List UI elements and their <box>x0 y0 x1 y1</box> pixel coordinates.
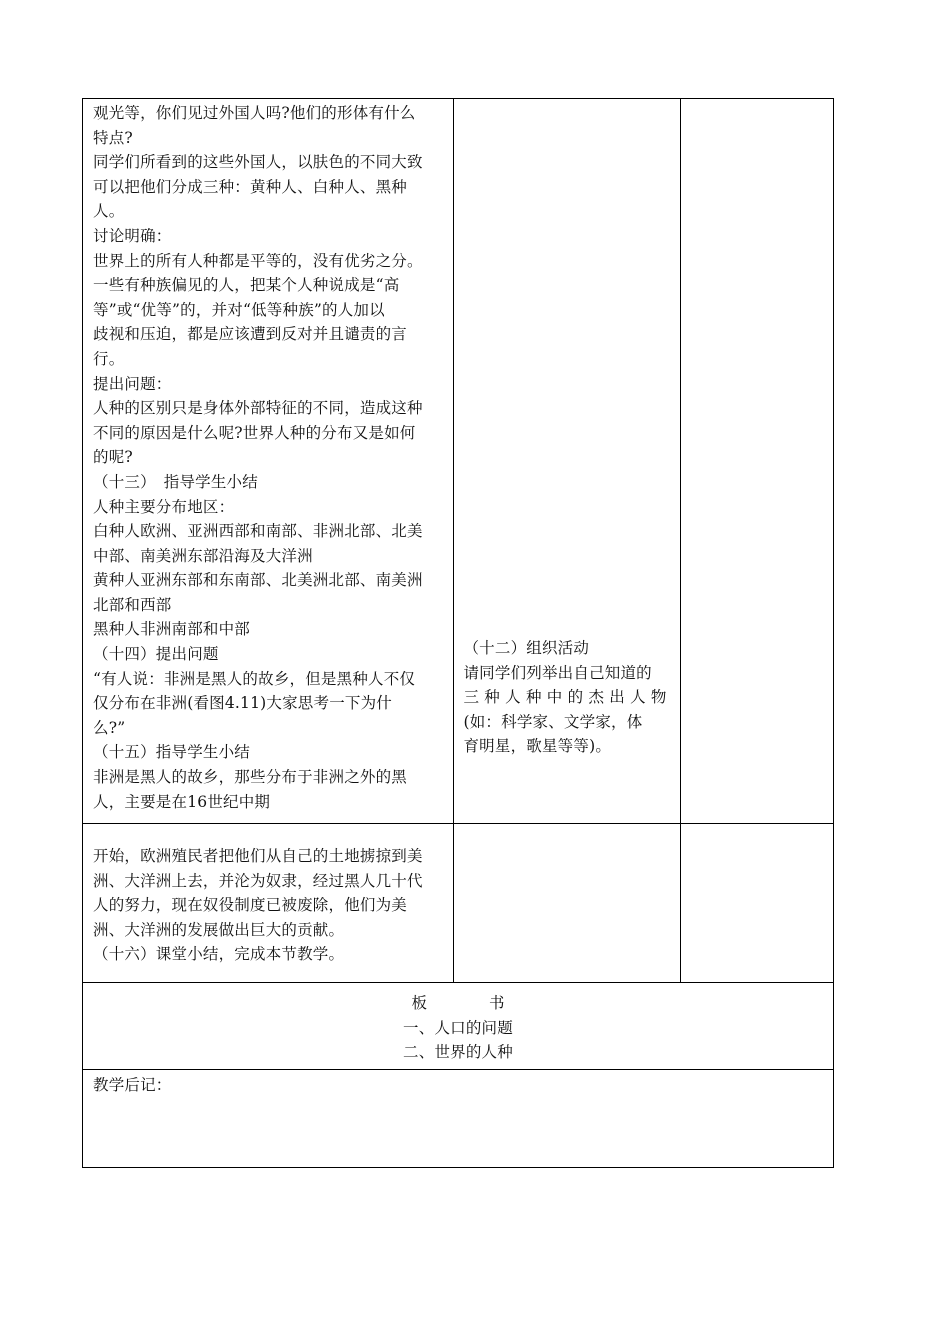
table-row <box>83 1070 834 1168</box>
text-line: 一些有种族偏见的人，把某个人种说成是“高 <box>93 276 400 295</box>
text-line: 洲、大洋洲上去，并沦为奴隶，经过黑人几十代 <box>93 871 423 890</box>
blackboard-title: 板书 <box>411 994 567 1012</box>
student-activity-text <box>454 99 679 759</box>
text-line: 中部、南美洲东部沿海及大洋洲 <box>93 546 313 565</box>
text-line: 人。 <box>93 202 125 221</box>
text-line: 同学们所看到的这些外国人，以肤色的不同大致 <box>93 153 423 172</box>
text-line: 黑种人非洲南部和中部 <box>93 620 251 639</box>
text-line: 讨论明确： <box>93 226 172 245</box>
text-line: 不同的原因是什么呢?世界人种的分布又是如何 <box>93 423 416 442</box>
text-line: 开始，欧洲殖民者把他们从自己的土地掳掠到美 <box>93 847 423 865</box>
continued-text <box>83 824 453 967</box>
text-line: 观光等，你们见过外国人吗?他们的形体有什么 <box>93 104 416 122</box>
student-activity-cell <box>454 824 680 983</box>
text-line: 提出问题： <box>93 374 172 393</box>
text-line: 行。 <box>93 349 125 368</box>
blackboard-item: 一、人口的问题 <box>403 1018 513 1037</box>
text-line: 非洲是黑人的故乡，那些分布于非洲之外的黑 <box>93 768 408 787</box>
text-line: 人的努力，现在奴役制度已被废除，他们为美 <box>93 896 408 915</box>
text-line: 特点? <box>93 128 133 147</box>
text-line: 人种主要分布地区： <box>93 497 235 516</box>
table-row <box>83 983 834 1070</box>
activity-line: 育明星，歌星等等)。 <box>463 737 612 756</box>
activity-line: 请同学们列举出自己知道的 <box>463 663 652 682</box>
teacher-activity-cell <box>83 99 454 824</box>
lesson-plan-table <box>82 98 834 1168</box>
text-line: 北部和西部 <box>93 595 172 614</box>
text-line: （十三） 指导学生小结 <box>93 472 258 491</box>
student-activity-cell <box>454 99 680 824</box>
text-line: 人，主要是在16世纪中期 <box>93 792 271 811</box>
blackboard-cell <box>83 983 834 1070</box>
text-line: 的呢? <box>93 448 133 467</box>
afterword-label: 教学后记： <box>93 1076 172 1094</box>
text-line: （十四）提出问题 <box>93 645 219 664</box>
text-line: 白种人欧洲、亚洲西部和南部、非洲北部、北美 <box>93 522 423 541</box>
notes-cell <box>680 99 833 824</box>
text-line: 么?” <box>93 718 126 737</box>
text-line: 洲、大洋洲的发展做出巨大的贡献。 <box>93 920 345 939</box>
activity-heading: （十二）组织活动 <box>463 639 590 657</box>
text-line: 世界上的所有人种都是平等的，没有优劣之分。 <box>93 251 423 270</box>
text-line: 可以把他们分成三种：黄种人、白种人、黑种 <box>93 177 408 196</box>
text-line: （十六）课堂小结，完成本节教学。 <box>93 945 345 964</box>
table-row <box>83 824 834 983</box>
text-line: 歧视和压迫，都是应该遭到反对并且谴责的言 <box>93 325 408 344</box>
afterword-cell <box>83 1070 834 1168</box>
text-line: （十五）指导学生小结 <box>93 743 251 762</box>
blackboard-item: 二、世界的人种 <box>403 1043 513 1062</box>
notes-cell <box>680 824 833 983</box>
activity-line: 三 种 人 种 中 的 杰 出 人 物 <box>463 688 667 707</box>
teacher-activity-cell <box>83 824 454 983</box>
lesson-plan-page <box>82 98 834 1168</box>
text-line: “有人说：非洲是黑人的故乡，但是黑种人不仅 <box>93 669 416 688</box>
table-row <box>83 99 834 824</box>
teacher-activity-text <box>83 99 453 814</box>
text-line: 人种的区别只是身体外部特征的不同，造成这种 <box>93 399 423 418</box>
blackboard-content <box>83 983 833 1065</box>
activity-line: (如：科学家、文学家，体 <box>463 712 643 731</box>
text-line: 仅分布在非洲(看图4.11)大家思考一下为什 <box>93 694 393 713</box>
text-line: 黄种人亚洲东部和东南部、北美洲北部、南美洲 <box>93 571 423 590</box>
text-line: 等”或“优等”的，并对“低等种族”的人加以 <box>93 300 385 319</box>
